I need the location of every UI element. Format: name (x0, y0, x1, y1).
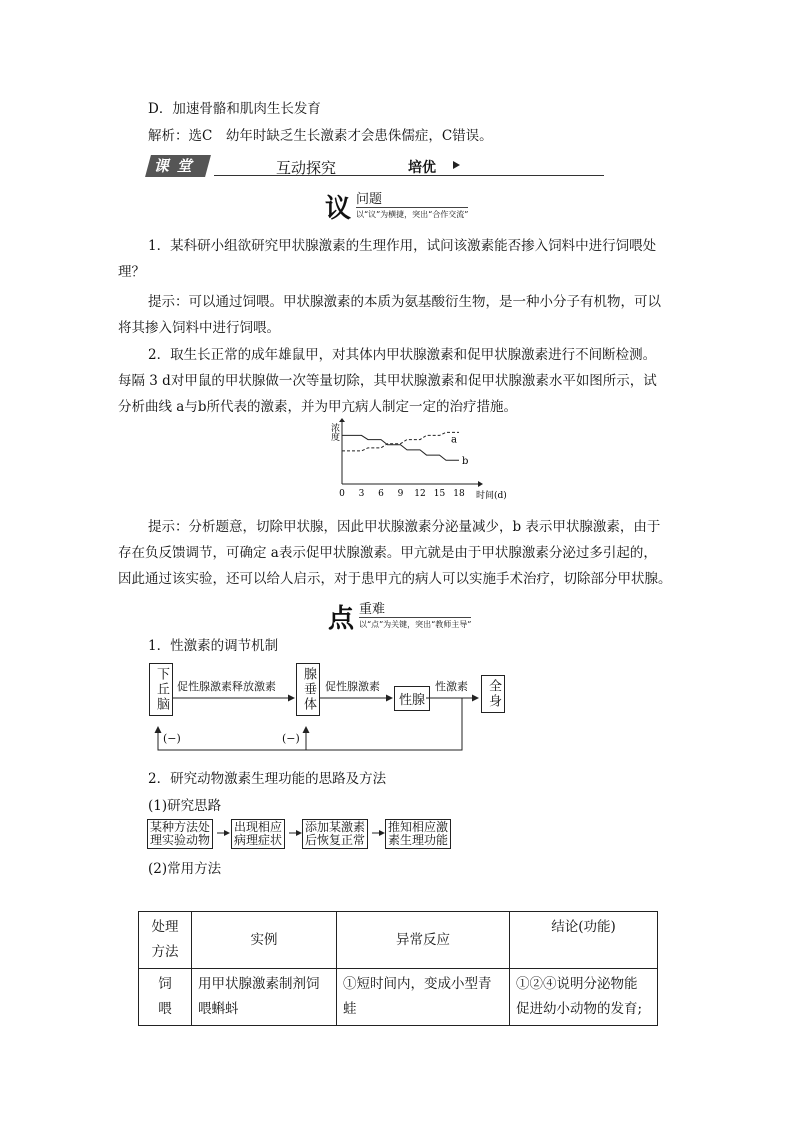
cell-method-line2: 喂 (158, 1001, 172, 1017)
feedback-1: (−) (163, 732, 181, 745)
series-label-a: a (451, 434, 457, 446)
hint-1-line1: 提示：可以通过饲喂。甲状腺激素的本质为氨基酸衍生物，是一种小分子有机物，可以 (148, 294, 661, 310)
step-3-line2: 后恢复正常 (305, 833, 366, 847)
section-subtitle: 以“议”为横捷，突出“合作交流” (356, 207, 468, 220)
section-char: 议 (325, 194, 352, 224)
cell-example (192, 969, 337, 1026)
hint-1-line2: 将其掺入饲料中进行饲喂。 (118, 320, 280, 336)
section-head-dian (328, 598, 503, 632)
cell-example-line1: 用甲状腺激素制剂饲 (198, 976, 320, 992)
box-gonad: 性腺 (394, 686, 430, 711)
cell-conclusion (510, 969, 658, 1026)
step-2-line2: 病理症状 (234, 833, 283, 847)
cell-abnormal (337, 969, 510, 1026)
x-tick-label: 18 (453, 489, 465, 499)
methods-table (138, 911, 658, 1026)
table-row (139, 969, 658, 1026)
step-4 (385, 819, 451, 849)
label-gonadotropin: 促性腺激素 (325, 680, 380, 693)
banner-arrow-icon (453, 161, 460, 169)
section-banner (148, 155, 458, 179)
x-tick-label: 12 (414, 489, 426, 499)
header-method (139, 912, 192, 969)
header-conclusion: 结论(功能) (510, 912, 658, 969)
x-tick-label: 6 (378, 489, 384, 499)
x-tick-label: 9 (397, 489, 404, 499)
step-3-line1: 添加某激素 (305, 820, 366, 834)
question-2-line2: 每隔 3 d对甲鼠的甲状腺做一次等量切除，其甲状腺激素和促甲状腺激素水平如图所示，试 (118, 373, 657, 389)
header-example: 实例 (192, 912, 337, 969)
sex-hormone-flow (145, 660, 505, 755)
step-1-line2: 理实验动物 (150, 833, 211, 847)
hint-2-line2: 存在负反馈调节，可确定 a表示促甲状腺激素。甲亢就是由于甲状腺激素分泌过多引起的， (118, 545, 657, 561)
header-abnormal: 异常反应 (337, 912, 510, 969)
label-sex-hormone: 性激素 (435, 680, 468, 693)
feedback-2: (−) (282, 732, 300, 745)
hint-2-line3: 因此通过该实验，还可以给人启示，对于患甲亢的病人可以实施手术治疗，切除部分甲状腺。 (118, 571, 672, 587)
label-gnrh: 促性腺激素释放激素 (177, 680, 276, 693)
section-title: 问题 (356, 192, 383, 207)
cell-method (139, 969, 192, 1026)
table-header-row (139, 912, 658, 969)
y-axis-label: 浓度 (329, 423, 339, 441)
question-1-line1: 1．某科研小组欲研究甲状腺激素的生理作用，试问该激素能否掺入饲料中进行饲喂处 (148, 238, 657, 254)
cell-conclusion-line2: 促进幼小动物的发育; (516, 1001, 643, 1017)
hormone-chart (318, 418, 508, 510)
step-2 (231, 819, 285, 849)
cell-example-line2: 喂蝌蚪 (198, 1001, 239, 1017)
y-axis-arrow-icon (339, 418, 345, 422)
research-flow (145, 819, 465, 851)
flow-arrows (145, 660, 505, 755)
series-line-b (342, 435, 459, 460)
x-tick-label: 0 (339, 489, 345, 499)
item-2-title: 2．研究动物激素生理功能的思路及方法 (148, 771, 387, 787)
step-1-line1: 某种方法处 (150, 820, 211, 834)
x-tick-label: 3 (358, 489, 365, 499)
question-1-line2: 理？ (118, 264, 145, 280)
x-axis-label: 时间(d) (476, 491, 507, 501)
section-char: 点 (328, 604, 355, 634)
banner-badge: 课堂 (145, 155, 211, 177)
section-head-yi (325, 188, 500, 222)
header-method-line2: 方法 (151, 944, 179, 960)
series-label-b: b (462, 456, 469, 468)
cell-method-line1: 饲 (158, 976, 172, 992)
box-pituitary: 腺垂体 (296, 663, 320, 716)
header-method-line1: 处理 (151, 919, 179, 935)
x-axis-arrow-icon (478, 481, 483, 487)
banner-middle: 互动探究 (276, 159, 337, 177)
banner-right: 培优 (408, 160, 436, 176)
step-2-line1: 出现相应 (234, 820, 283, 834)
hint-2-line1: 提示：分析题意，切除甲状腺，因此甲状腺激素分泌量减少，b 表示甲状腺激素，由于 (148, 519, 661, 535)
option-d: D．加速骨骼和肌肉生长发育 (148, 101, 321, 117)
cell-conclusion-line1: ①②④说明分泌物能 (516, 976, 638, 992)
sub-1-title: (1)研究思路 (148, 798, 222, 814)
question-2-line3: 分析曲线 a与b所代表的激素，并为甲亢病人制定一定的治疗措施。 (118, 399, 517, 415)
step-1 (147, 819, 213, 849)
cell-abnormal-line2: 蛙 (343, 1001, 357, 1017)
box-whole-body: 全身 (481, 675, 505, 713)
question-2-line1: 2．取生长正常的成年雄鼠甲，对其体内甲状腺激素和促甲状腺激素进行不间断检测。 (148, 347, 657, 363)
step-4-line1: 推知相应激 (388, 820, 449, 834)
cell-abnormal-line1: ①短时间内，变成小型青 (343, 976, 492, 992)
step-4-line2: 素生理功能 (388, 833, 449, 847)
item-1-title: 1．性激素的调节机制 (148, 638, 279, 654)
analysis: 解析：选C 幼年时缺乏生长激素才会患侏儒症，C错误。 (148, 128, 493, 144)
step-3 (302, 819, 368, 849)
sub-2-title: (2)常用方法 (148, 861, 222, 877)
section-title: 重难 (359, 602, 386, 617)
section-subtitle: 以“点”为关键，突出“教师主导” (359, 617, 471, 630)
x-tick-label: 15 (433, 489, 446, 499)
box-hypothalamus: 下丘脑 (149, 663, 173, 716)
